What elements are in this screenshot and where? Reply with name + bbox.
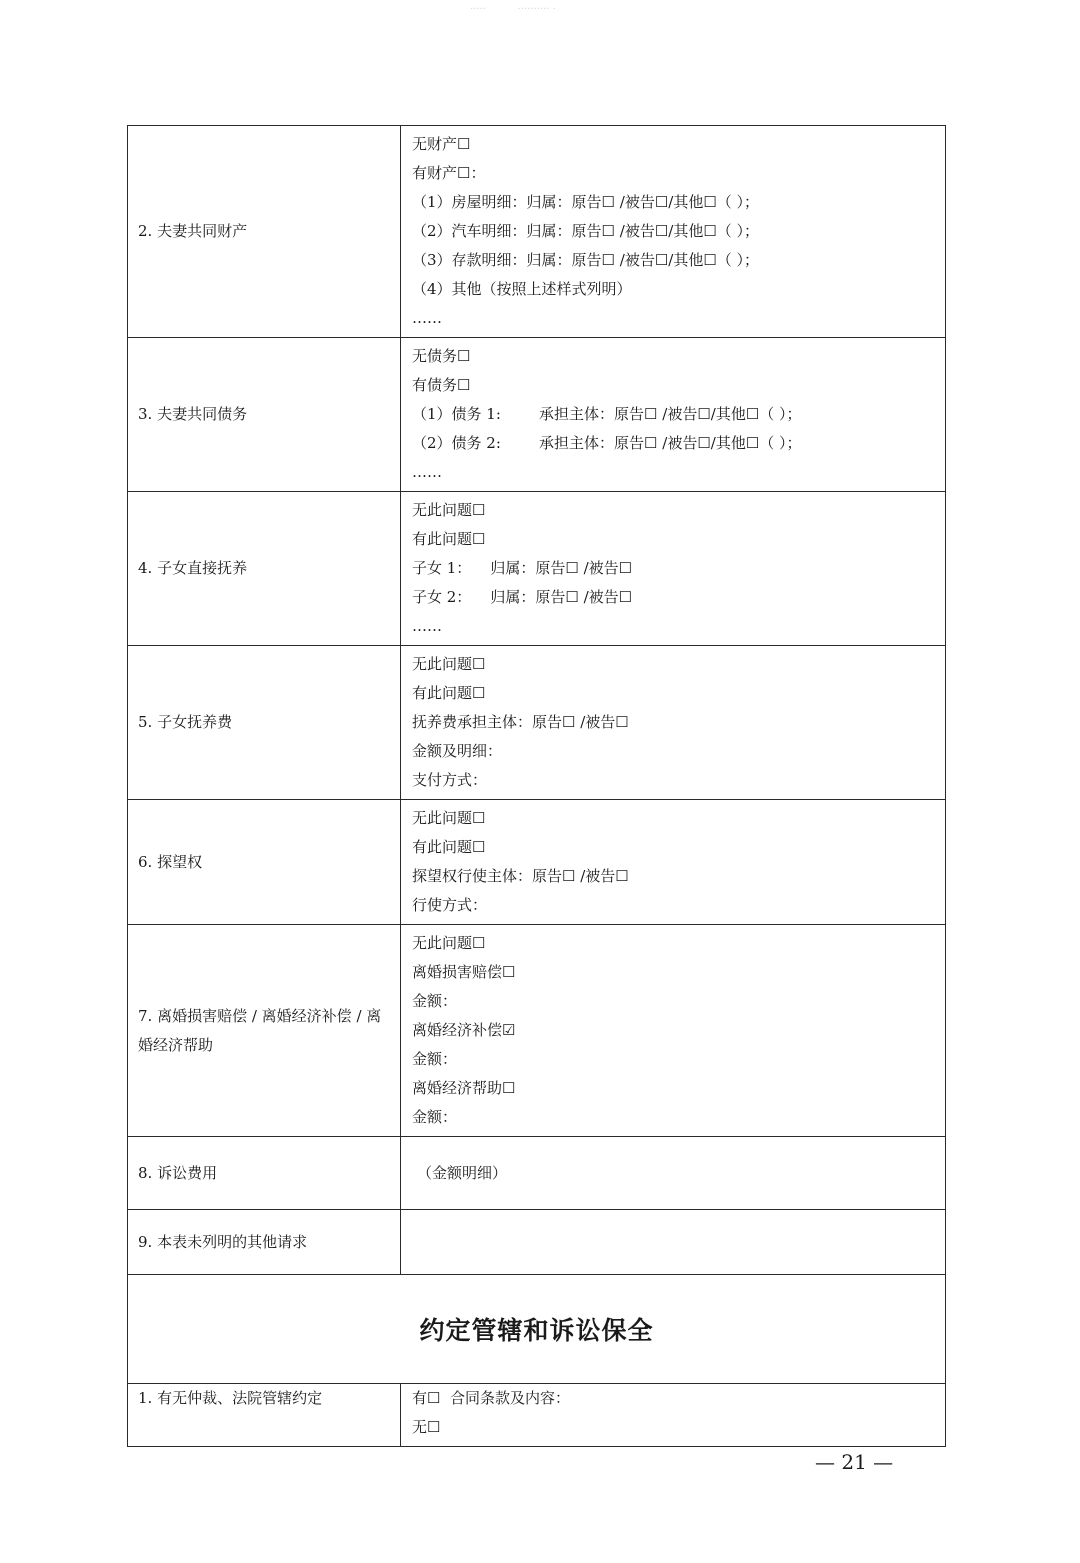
- row-label: 9. 本表未列明的其他请求: [128, 1210, 401, 1275]
- row-content: [401, 1210, 946, 1275]
- content-line: 离婚损害赔偿☐: [412, 963, 516, 981]
- table-row-joint-property: [128, 126, 946, 338]
- content-line: 子女 2： 归属：原告☐ /被告☐: [412, 588, 633, 606]
- table-row-section-heading: [128, 1275, 946, 1384]
- row-label: 1. 有无仲裁、法院管辖约定: [128, 1384, 401, 1447]
- content-line: （1）债务 1: 承担主体：原告☐ /被告☐/其他☐（ ）；: [412, 405, 802, 423]
- content-line: （2）债务 2: 承担主体：原告☐ /被告☐/其他☐（ ）；: [412, 434, 802, 452]
- table-row-jurisdiction: [128, 1384, 946, 1447]
- content-line: 有此问题☐: [412, 838, 486, 856]
- content-line: 子女 1： 归属：原告☐ /被告☐: [412, 559, 633, 577]
- table-row-joint-debt: [128, 338, 946, 492]
- page-number: — 21 —: [815, 1450, 894, 1474]
- content-line: 金额：: [412, 1050, 458, 1068]
- content-line: （1）房屋明细：归属：原告☐ /被告☐/其他☐（ ）；: [412, 193, 760, 211]
- content-line: 无此问题☐: [412, 501, 486, 519]
- table-row-other-claims: [128, 1210, 946, 1275]
- section-heading: 约定管辖和诉讼保全: [128, 1275, 946, 1384]
- content-line: 无此问题☐: [412, 934, 486, 952]
- content-line: 有此问题☐: [412, 684, 486, 702]
- content-line: ……: [412, 309, 442, 327]
- content-line: 支付方式：: [412, 771, 488, 789]
- row-content: [401, 800, 946, 925]
- row-label: 6. 探望权: [128, 800, 401, 925]
- content-line: ……: [412, 463, 442, 481]
- row-content: [401, 1384, 946, 1447]
- content-line: 有债务☐: [412, 376, 471, 394]
- content-line: 行使方式：: [412, 896, 488, 914]
- content-line: 探望权行使主体：原告☐ /被告☐: [412, 867, 629, 885]
- table-row-child-custody: [128, 492, 946, 646]
- content-line: 金额：: [412, 1108, 458, 1126]
- row-content: [401, 925, 946, 1137]
- content-line: （2）汽车明细：归属：原告☐ /被告☐/其他☐（ ）；: [412, 222, 760, 240]
- table-row-child-support: [128, 646, 946, 800]
- content-line: 有☐ 合同条款及内容：: [412, 1389, 570, 1407]
- content-line: 有此问题☐: [412, 530, 486, 548]
- row-label: 2. 夫妻共同财产: [128, 126, 401, 338]
- content-line: 无☐: [412, 1418, 441, 1436]
- table-row-litigation-fees: [128, 1137, 946, 1210]
- content-line: （4）其他（按照上述样式列明）: [412, 280, 632, 298]
- row-content: [401, 338, 946, 492]
- content-line: （3）存款明细：归属：原告☐ /被告☐/其他☐（ ）；: [412, 251, 760, 269]
- row-content: [401, 126, 946, 338]
- claims-form-table: [127, 125, 946, 1447]
- content-line: 无财产☐: [412, 135, 471, 153]
- table-row-divorce-compensation: [128, 925, 946, 1137]
- row-content: [401, 1137, 946, 1210]
- content-line: 无此问题☐: [412, 809, 486, 827]
- content-line: 有财产☐：: [412, 164, 486, 182]
- row-label: 4. 子女直接抚养: [128, 492, 401, 646]
- row-label: 5. 子女抚养费: [128, 646, 401, 800]
- content-line: 无债务☐: [412, 347, 471, 365]
- table-row-visitation: [128, 800, 946, 925]
- content-line: 离婚经济帮助☐: [412, 1079, 516, 1097]
- row-content: [401, 492, 946, 646]
- content-line: 抚养费承担主体：原告☐ /被告☐: [412, 713, 629, 731]
- content-line: （金额明细）: [417, 1163, 508, 1182]
- row-label: 8. 诉讼费用: [128, 1137, 401, 1210]
- content-line: 无此问题☐: [412, 655, 486, 673]
- content-line: 金额：: [412, 992, 458, 1010]
- row-label: 3. 夫妻共同债务: [128, 338, 401, 492]
- row-label: 7. 离婚损害赔偿 / 离婚经济补偿 / 离婚经济帮助: [128, 925, 401, 1137]
- row-content: [401, 646, 946, 800]
- content-line: 离婚经济补偿☑: [412, 1021, 516, 1039]
- header-mark: ····· ·········· ·: [470, 4, 556, 15]
- content-line: ……: [412, 617, 442, 635]
- content-line: 金额及明细：: [412, 742, 503, 760]
